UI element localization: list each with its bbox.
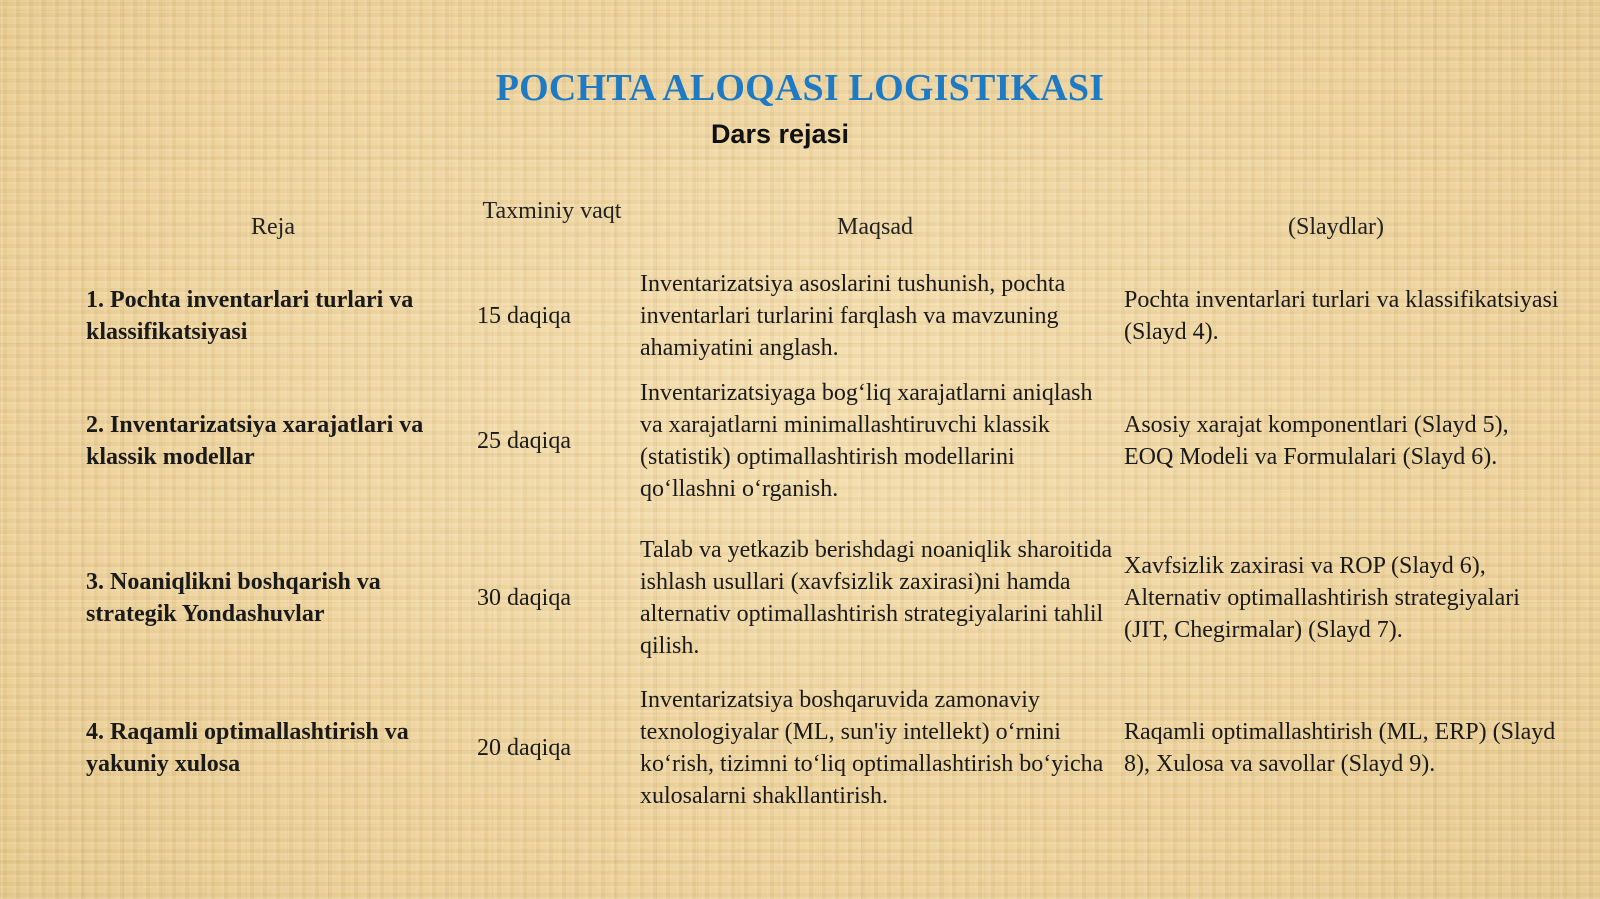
row-3-slides-text: Xavfsizlik zaxirasi va ROP (Slayd 6), Alternativ optimallashtirish strategiyalari (JIT, Chegirmalar) (Slayd 7).	[1124, 553, 1520, 643]
row-1-time-text: 15 daqiqa	[477, 303, 571, 329]
row-4-slides-text: Raqamli optimallashtirish (ML, ERP) (Slayd 8), Xulosa va savollar (Slayd 9).	[1124, 719, 1556, 777]
row-1-plan-text: 1. Pochta inventarlari turlari va klassifikatsiyasi	[86, 287, 414, 345]
row-2-slides-text: Asosiy xarajat komponentlari (Slayd 5), EOQ Modeli va Formulalari (Slayd 6).	[1124, 412, 1509, 470]
table-row-4-plan	[86, 683, 466, 813]
table-row-1-slides	[1124, 266, 1560, 366]
row-1-slides-text: Pochta inventarlari turlari va klassifikatsiyasi (Slayd 4).	[1124, 287, 1559, 345]
row-3-time-text: 30 daqiqa	[477, 585, 571, 611]
table-row-4-time	[477, 683, 627, 813]
row-3-plan-text: 3. Noaniqlikni boshqarish va strategik Yondashuvlar	[86, 569, 381, 627]
header-goal: Maqsad	[837, 214, 913, 240]
table-row-3-plan	[86, 517, 466, 679]
row-4-plan-text: 4. Raqamli optimallashtirish va yakuniy xulosa	[86, 719, 409, 777]
table-row-2-time	[477, 376, 627, 506]
table-row-2-goal	[640, 376, 1116, 506]
table-row-3-time	[477, 517, 627, 679]
slide-subtitle: Dars rejasi	[710, 119, 850, 149]
table-row-1-goal	[640, 266, 1116, 366]
header-slides: (Slaydlar)	[1288, 214, 1384, 240]
row-2-time-text: 25 daqiqa	[477, 428, 571, 454]
table-row-2-slides	[1124, 376, 1560, 506]
header-plan: Reja	[251, 214, 295, 240]
slide-title: POCHTA ALOQASI LOGISTIKASI	[495, 67, 1105, 109]
table-row-4-slides	[1124, 683, 1560, 813]
header-time: Taxminiy vaqt	[482, 198, 622, 224]
table-row-4-goal	[640, 683, 1116, 813]
table-row-3-goal	[640, 517, 1116, 679]
row-4-goal-text: Inventarizatsiya boshqaruvida zamonaviy texnologiyalar (ML, sun'iy intellekt) o‘rnini ko‘rish, tizimni to‘liq optimallashtirish bo‘yicha xulosalarni shakllantirish.	[640, 687, 1104, 809]
table-row-3-slides	[1124, 517, 1560, 679]
table-row-2-plan	[86, 376, 466, 506]
table-row-1-plan	[86, 266, 466, 366]
row-3-goal-text: Talab va yetkazib berishdagi noaniqlik sharoitida ishlash usullari (xavfsizlik zaxirasi)ni hamda alternativ optimallashtirish strategiyalarini tahlil qilish.	[640, 537, 1113, 659]
row-1-goal-text: Inventarizatsiya asoslarini tushunish, pochta inventarlari turlarini farqlash va mavzuning ahamiyatini anglash.	[640, 271, 1066, 361]
row-2-plan-text: 2. Inventarizatsiya xarajatlari va klassik modellar	[86, 412, 424, 470]
row-4-time-text: 20 daqiqa	[477, 735, 571, 761]
row-2-goal-text: Inventarizatsiyaga bog‘liq xarajatlarni aniqlash va xarajatlarni minimallashtiruvchi klassik (statistik) optimallashtirish modellarini qo‘llashni o‘rganish.	[640, 380, 1093, 502]
table-row-1-time	[477, 266, 627, 366]
